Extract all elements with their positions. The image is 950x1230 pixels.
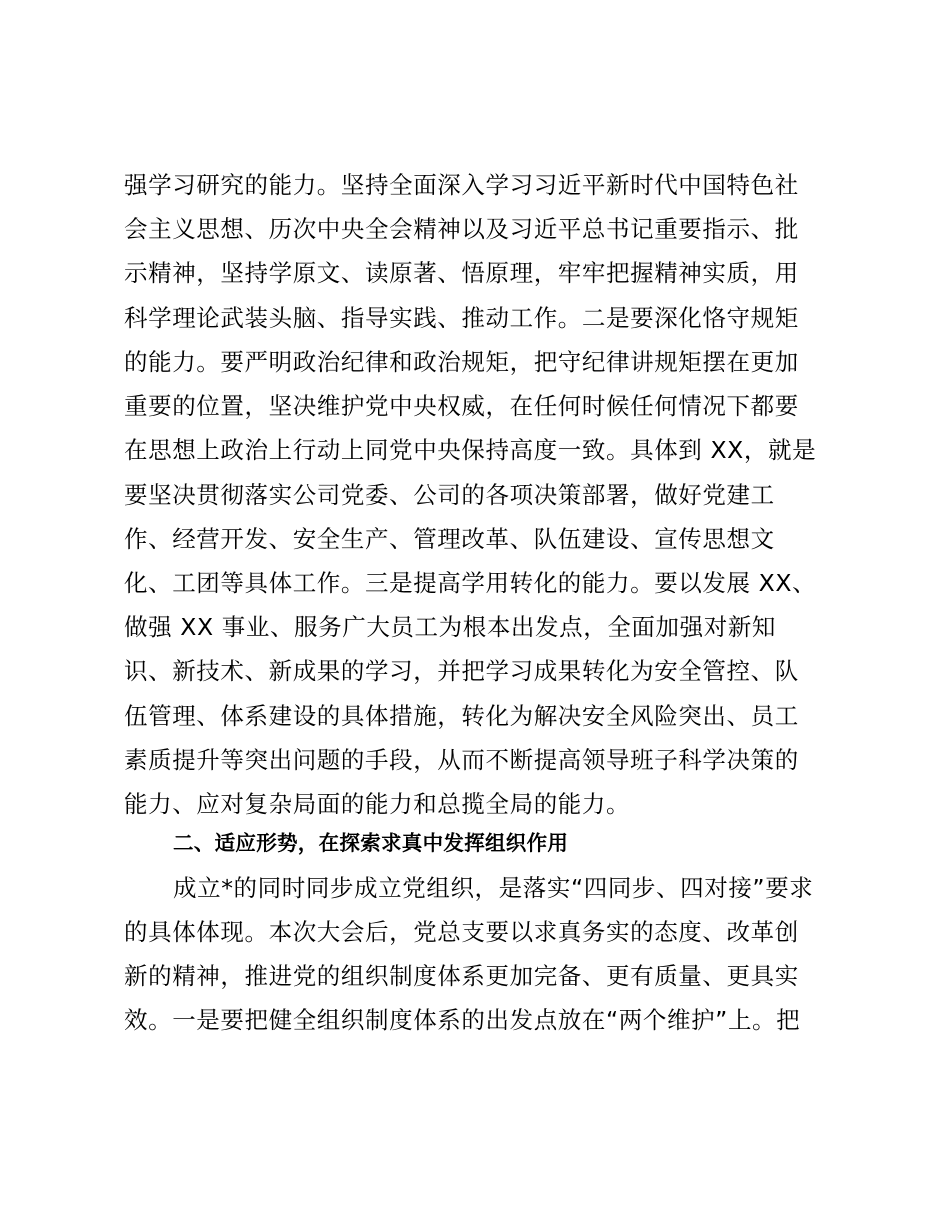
paragraph-line: 化、工团等具体工作。三是提高学用转化的能力。要以发展 XX、: [124, 569, 817, 597]
paragraph-line: 新的精神，推进党的组织制度体系更加完备、更有质量、更具实: [124, 962, 799, 990]
paragraph-line: 识、新技术、新成果的学习，并把学习成果转化为安全管控、队: [124, 657, 799, 685]
paragraph-line: 强学习研究的能力。坚持全面深入学习习近平新时代中国特色社: [124, 171, 799, 199]
paragraph-line: 示精神，坚持学原文、读原著、悟原理，牢牢把握精神实质，用: [124, 259, 799, 287]
paragraph-line: 重要的位置，坚决维护党中央权威，在任何时候任何情况下都要: [124, 392, 799, 420]
paragraph-line: 作、经营开发、安全生产、管理改革、队伍建设、宣传思想文: [124, 525, 775, 553]
paragraph-line: 要坚决贯彻落实公司党委、公司的各项决策部署，做好党建工: [124, 481, 775, 509]
paragraph-line: 能力、应对复杂局面的能力和总揽全局的能力。: [124, 790, 631, 818]
paragraph-line: 科学理论武装头脑、指导实践、推动工作。二是要深化恪守规矩: [124, 304, 799, 332]
paragraph-line: 的具体体现。本次大会后，党总支要以求真务实的态度、改革创: [124, 918, 799, 946]
paragraph-line: 做强 XX 事业、服务广大员工为根本出发点，全面加强对新知: [124, 613, 777, 641]
section-heading: 二、适应形势，在探索求真中发挥组织作用: [173, 831, 569, 855]
paragraph-line: 的能力。要严明政治纪律和政治规矩，把守纪律讲规矩摆在更加: [124, 348, 799, 376]
paragraph-line: 成立*的同时同步成立党组织，是落实“四同步、四对接”要求: [173, 874, 814, 902]
paragraph-line: 素质提升等突出问题的手段，从而不断提高领导班子科学决策的: [124, 746, 799, 774]
paragraph-line: 在思想上政治上行动上同党中央保持高度一致。具体到 XX，就是: [124, 436, 817, 464]
paragraph-line: 效。一是要把健全组织制度体系的出发点放在“两个维护”上。把: [124, 1006, 801, 1034]
paragraph-line: 伍管理、体系建设的具体措施，转化为解决安全风险突出、员工: [124, 702, 799, 730]
paragraph-line: 会主义思想、历次中央全会精神以及习近平总书记重要指示、批: [124, 215, 799, 243]
